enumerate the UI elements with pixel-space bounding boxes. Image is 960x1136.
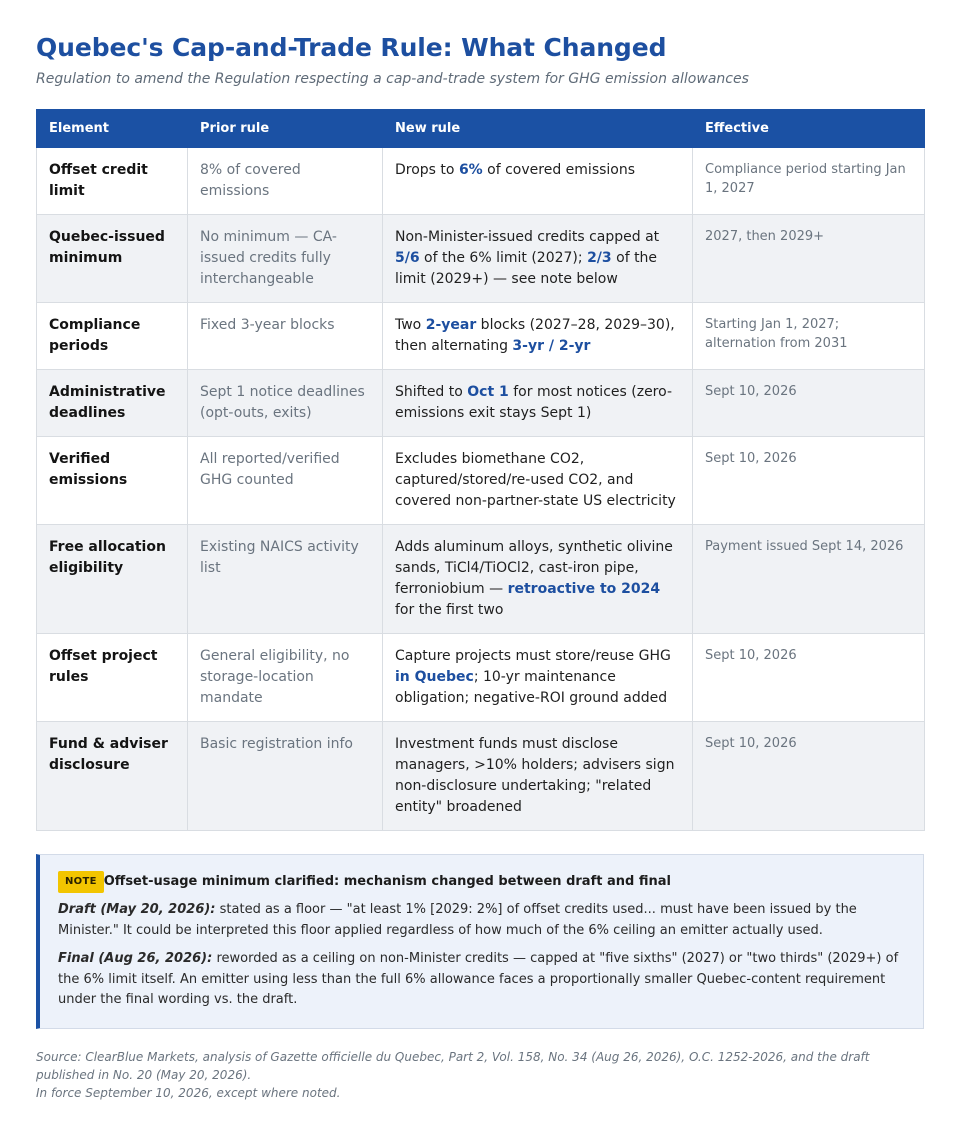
rule-text: Drops to bbox=[395, 162, 459, 178]
effective-cell: Sept 10, 2026 bbox=[693, 722, 925, 831]
highlight-text: 5/6 bbox=[395, 250, 420, 266]
rule-text: Excludes biomethane CO2, captured/stored/re-used CO2, and covered non-partner-state US electricity bbox=[395, 451, 676, 509]
table-row bbox=[37, 722, 925, 831]
rule-text: of the 6% limit (2027); bbox=[419, 250, 588, 266]
table-row bbox=[37, 437, 925, 525]
in-force-line: In force September 10, 2026, except where noted. bbox=[36, 1085, 341, 1100]
note-final-text: reworded as a ceiling on non-Minister credits — capped at "five sixths" (2027) or "two thirds" (2029+) of the 6% limit itself. An emitter using less than the full 6% allowance faces a proportionally smaller Quebec-content requirement under the final wording vs. the draft. bbox=[58, 951, 899, 1007]
page-subtitle: Regulation to amend the Regulation respecting a cap-and-trade system for GHG emission allowances bbox=[36, 71, 749, 87]
column-header-new: New rule bbox=[383, 110, 693, 148]
table-row bbox=[37, 525, 925, 634]
rule-text: Investment funds must disclose managers, >10% holders; advisers sign non-disclosure undertaking; "related entity" broadened bbox=[395, 736, 675, 815]
note-final-lead: Final (Aug 26, 2026): bbox=[58, 951, 213, 966]
prior-rule-cell: Basic registration info bbox=[188, 722, 383, 831]
effective-cell: 2027, then 2029+ bbox=[693, 215, 925, 303]
note-draft-paragraph bbox=[58, 900, 905, 941]
prior-rule-cell: Existing NAICS activity list bbox=[188, 525, 383, 634]
changes-table bbox=[36, 109, 925, 831]
highlight-text: in Quebec bbox=[395, 669, 474, 685]
highlight-text: 2-year bbox=[425, 317, 477, 333]
note-header bbox=[58, 871, 905, 893]
new-rule-cell bbox=[383, 148, 693, 215]
column-header-effective: Effective bbox=[693, 110, 925, 148]
note-draft-lead: Draft (May 20, 2026): bbox=[58, 902, 216, 917]
effective-cell: Sept 10, 2026 bbox=[693, 437, 925, 525]
table-row bbox=[37, 215, 925, 303]
prior-rule-cell: Sept 1 notice deadlines (opt-outs, exits) bbox=[188, 370, 383, 437]
page bbox=[36, 0, 924, 1102]
table-header-row bbox=[37, 110, 925, 148]
new-rule-cell bbox=[383, 215, 693, 303]
table-row bbox=[37, 370, 925, 437]
source-line: Source: ClearBlue Markets, analysis of Gazette officielle du Quebec, Part 2, Vol. 158, No. 34 (Aug 26, 2026), O.C. 1252-2026, and the draft published in No. 20 (May 20, 2026). bbox=[36, 1049, 870, 1082]
prior-rule-cell: Fixed 3-year blocks bbox=[188, 303, 383, 370]
new-rule-cell bbox=[383, 634, 693, 722]
rule-text: for the first two bbox=[395, 602, 504, 618]
highlight-text: 3-yr / 2-yr bbox=[512, 338, 591, 354]
rule-text: of covered emissions bbox=[482, 162, 636, 178]
element-cell: Offset credit limit bbox=[37, 148, 188, 215]
rule-text: Non-Minister-issued credits capped at bbox=[395, 229, 660, 245]
rule-text: ; 10-yr maintenance obligation; negative-ROI ground added bbox=[395, 669, 668, 706]
new-rule-cell bbox=[383, 722, 693, 831]
element-cell: Verified emissions bbox=[37, 437, 188, 525]
rule-text: Capture projects must store/reuse GHG bbox=[395, 648, 671, 664]
new-rule-cell bbox=[383, 525, 693, 634]
prior-rule-cell: General eligibility, no storage-location mandate bbox=[188, 634, 383, 722]
source-footnote bbox=[36, 1048, 924, 1102]
note-final-paragraph bbox=[58, 949, 905, 1011]
page-title: Quebec's Cap-and-Trade Rule: What Changed bbox=[36, 33, 667, 62]
highlight-text: Oct 1 bbox=[467, 384, 509, 400]
note-title: Offset-usage minimum clarified: mechanism changed between draft and final bbox=[103, 873, 671, 889]
rule-text: Shifted to bbox=[395, 384, 468, 400]
element-cell: Free allocation eligibility bbox=[37, 525, 188, 634]
effective-cell: Compliance period starting Jan 1, 2027 bbox=[693, 148, 925, 215]
note-box bbox=[36, 854, 924, 1029]
table-body bbox=[37, 148, 925, 831]
prior-rule-cell: 8% of covered emissions bbox=[188, 148, 383, 215]
effective-cell: Payment issued Sept 14, 2026 bbox=[693, 525, 925, 634]
new-rule-cell bbox=[383, 370, 693, 437]
element-cell: Administrative deadlines bbox=[37, 370, 188, 437]
column-header-element: Element bbox=[37, 110, 188, 148]
highlight-text: 2/3 bbox=[587, 250, 612, 266]
rule-text: for most notices (zero-emissions exit stays Sept 1) bbox=[395, 384, 673, 421]
element-cell: Quebec-issued minimum bbox=[37, 215, 188, 303]
new-rule-cell bbox=[383, 437, 693, 525]
note-draft-text: stated as a floor — "at least 1% [2029: 2%] of offset credits used... must have been issued by the Minister." It could be interpreted this floor applied regardless of how much of the 6% ceiling an emitter actually used. bbox=[58, 902, 857, 938]
element-cell: Fund & adviser disclosure bbox=[37, 722, 188, 831]
rule-text: blocks (2027–28, 2029–30), then alternating bbox=[395, 317, 675, 354]
table-row bbox=[37, 148, 925, 215]
prior-rule-cell: All reported/verified GHG counted bbox=[188, 437, 383, 525]
new-rule-cell bbox=[383, 303, 693, 370]
effective-cell: Sept 10, 2026 bbox=[693, 634, 925, 722]
rule-text: of the limit (2029+) — see note below bbox=[395, 250, 658, 287]
element-cell: Offset project rules bbox=[37, 634, 188, 722]
element-cell: Compliance periods bbox=[37, 303, 188, 370]
table-row bbox=[37, 303, 925, 370]
column-header-prior: Prior rule bbox=[188, 110, 383, 148]
highlight-text: 6% bbox=[458, 162, 483, 178]
rule-text: Adds aluminum alloys, synthetic olivine sands, TiCl4/TiOCl2, cast-iron pipe, ferroniobium — bbox=[395, 539, 673, 597]
highlight-text: retroactive to 2024 bbox=[507, 581, 661, 597]
rule-text: Two bbox=[395, 317, 426, 333]
effective-cell: Sept 10, 2026 bbox=[693, 370, 925, 437]
note-badge: NOTE bbox=[58, 871, 104, 893]
prior-rule-cell: No minimum — CA-issued credits fully interchangeable bbox=[188, 215, 383, 303]
table-row bbox=[37, 634, 925, 722]
effective-cell: Starting Jan 1, 2027; alternation from 2031 bbox=[693, 303, 925, 370]
